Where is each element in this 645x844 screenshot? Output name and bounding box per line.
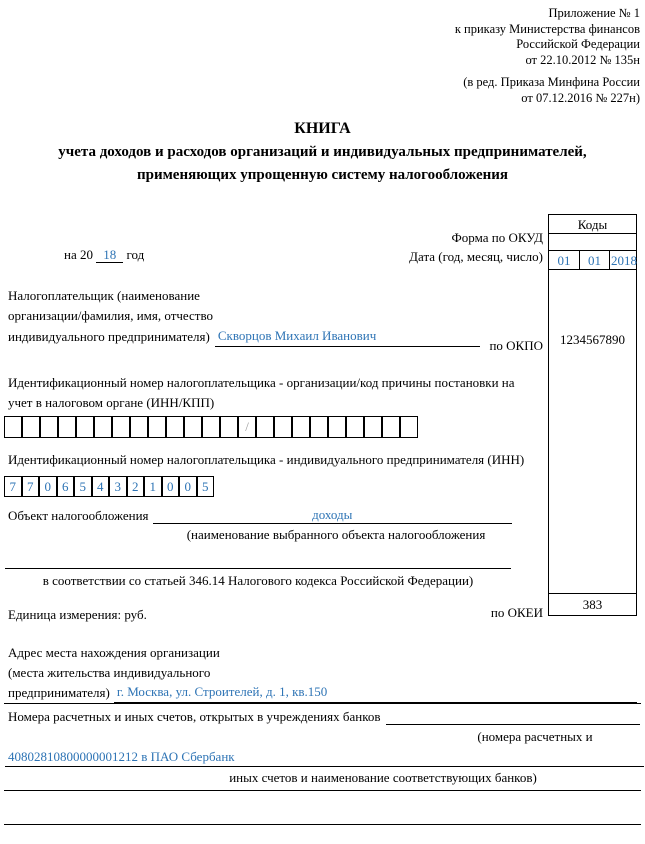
address-field[interactable]: г. Москва, ул. Строителей, д. 1, кв.150 [114, 682, 637, 703]
inn-kpp-cell[interactable] [274, 416, 292, 438]
tax-object-caption: (наименование выбранного объекта налогообложения [186, 527, 486, 542]
header-note-line: Российской Федерации [516, 37, 640, 51]
inn-kpp-cell[interactable] [202, 416, 220, 438]
inn-kpp-cell[interactable] [382, 416, 400, 438]
inn-kpp-cell[interactable] [22, 416, 40, 438]
inn-ip-label: Идентификационный номер налогоплательщика - индивидуального предпринимателя (ИНН) [8, 452, 525, 467]
inn-kpp-cell[interactable] [184, 416, 202, 438]
year-suffix: год [126, 247, 145, 262]
bank-accounts-label: Номера расчетных и иных счетов, открытых в учреждениях банков [8, 709, 381, 724]
inn-kpp-cell[interactable] [292, 416, 310, 438]
taxpayer-block [8, 286, 543, 347]
header-note-line: к приказу Министерства финансов [454, 21, 640, 36]
okpo-label: по ОКПО [489, 338, 543, 353]
taxpayer-name-field[interactable]: Скворцов Михаил Иванович [215, 326, 480, 347]
tax-object-caption: в соответствии со статьей 346.14 Налогового кодекса Российской Федерации) [42, 573, 474, 588]
inn-digit-cell[interactable]: 5 [74, 476, 92, 497]
header-note [455, 6, 640, 106]
header-note-line: от 22.10.2012 № 135н [525, 52, 640, 67]
okud-value-cell[interactable] [548, 233, 637, 251]
inn-digit-cell[interactable]: 1 [144, 476, 162, 497]
address-continuation-line[interactable] [4, 703, 641, 704]
inn-kpp-cell[interactable] [328, 416, 346, 438]
bank-accounts-continuation-line[interactable] [4, 790, 641, 791]
inn-digit-cell[interactable]: 7 [4, 476, 22, 497]
tax-object-label: Объект налогообложения [8, 508, 149, 523]
date-label: Дата (год, месяц, число) [409, 249, 543, 264]
inn-kpp-cell[interactable] [76, 416, 94, 438]
okei-label: по ОКЕИ [490, 605, 543, 620]
bank-accounts-row [8, 709, 640, 725]
taxpayer-label-line: организации/фамилия, имя, отчество [8, 308, 214, 323]
address-label-line: предпринимателя) [8, 685, 110, 700]
inn-kpp-cell[interactable] [400, 416, 418, 438]
tax-object-continuation-line[interactable] [5, 568, 511, 569]
inn-kpp-cell[interactable] [112, 416, 130, 438]
bank-accounts-field[interactable] [386, 724, 640, 725]
bank-accounts-caption: иных счетов и наименование соответствующих банков) [229, 770, 537, 785]
date-value-row [548, 250, 637, 270]
inn-digit-cell[interactable]: 0 [39, 476, 57, 497]
inn-kpp-cell[interactable] [130, 416, 148, 438]
header-note-line: Приложение № 1 [548, 6, 640, 20]
inn-kpp-cell[interactable] [148, 416, 166, 438]
inn-kpp-cell[interactable] [346, 416, 364, 438]
address-label-line: (места жительства индивидуального [8, 664, 211, 680]
title-sub-line: учета доходов и расходов организаций и индивидуальных предпринимателей, [58, 144, 587, 160]
title-sub-line: применяющих упрощенную систему налогообложения [136, 167, 509, 183]
address-label-line: Адрес места нахождения организации [8, 645, 220, 660]
inn-kpp-cell[interactable] [94, 416, 112, 438]
inn-digit-cell[interactable]: 5 [197, 476, 215, 497]
date-year-cell[interactable]: 2018 [611, 253, 637, 268]
okpo-value-cell[interactable] [548, 269, 637, 594]
bank-account-value-field[interactable]: 40802810800000001212 в ПАО Сбербанк [5, 748, 644, 767]
tax-object-row [8, 507, 512, 524]
inn-ip-cells [4, 476, 214, 497]
inn-kpp-cell[interactable] [4, 416, 22, 438]
date-month-cell[interactable]: 01 [579, 251, 609, 269]
inn-digit-cell[interactable]: 0 [179, 476, 197, 497]
inn-kpp-cell[interactable] [256, 416, 274, 438]
okud-label: Форма по ОКУД [451, 230, 543, 245]
inn-kpp-cell[interactable] [40, 416, 58, 438]
date-day-cell[interactable]: 01 [557, 253, 571, 268]
year-field[interactable]: 18 [96, 247, 123, 263]
year-line [64, 247, 144, 263]
header-note-edition-line: от 07.12.2016 № 227н) [521, 90, 640, 105]
taxpayer-label-line: индивидуального предпринимателя) [8, 329, 210, 344]
inn-kpp-cell[interactable] [310, 416, 328, 438]
inn-digit-cell[interactable]: 2 [127, 476, 145, 497]
inn-kpp-cells [4, 416, 418, 438]
tax-object-field[interactable]: доходы [153, 507, 512, 524]
header-note-edition-line: (в ред. Приказа Минфина России [463, 75, 640, 89]
inn-kpp-cell[interactable] [364, 416, 382, 438]
address-block [8, 643, 637, 703]
codes-box [548, 214, 637, 616]
inn-kpp-separator-cell: / [238, 416, 256, 438]
okpo-value: 1234567890 [560, 332, 625, 347]
inn-kpp-cell[interactable] [220, 416, 238, 438]
bank-accounts-continuation-line[interactable] [4, 824, 641, 825]
inn-digit-cell[interactable]: 0 [162, 476, 180, 497]
year-prefix: на 20 [64, 247, 93, 262]
inn-kpp-cell[interactable] [166, 416, 184, 438]
inn-kpp-label: Идентификационный номер налогоплательщика - организации/код причины постановки на учет в налоговом органе (ИНН/КПП) [8, 375, 515, 410]
inn-digit-cell[interactable]: 7 [22, 476, 40, 497]
inn-digit-cell[interactable]: 3 [109, 476, 127, 497]
unit-label: Единица измерения: руб. [8, 607, 147, 622]
title-main: КНИГА [294, 120, 351, 137]
bank-accounts-caption: (номера расчетных и [477, 729, 593, 744]
page-title [0, 117, 645, 187]
codes-box-header: Коды [548, 214, 637, 234]
inn-digit-cell[interactable]: 6 [57, 476, 75, 497]
inn-kpp-cell[interactable] [58, 416, 76, 438]
inn-digit-cell[interactable]: 4 [92, 476, 110, 497]
okei-value-cell[interactable]: 383 [548, 593, 637, 616]
taxpayer-label-line: Налогоплательщик (наименование [8, 288, 200, 303]
